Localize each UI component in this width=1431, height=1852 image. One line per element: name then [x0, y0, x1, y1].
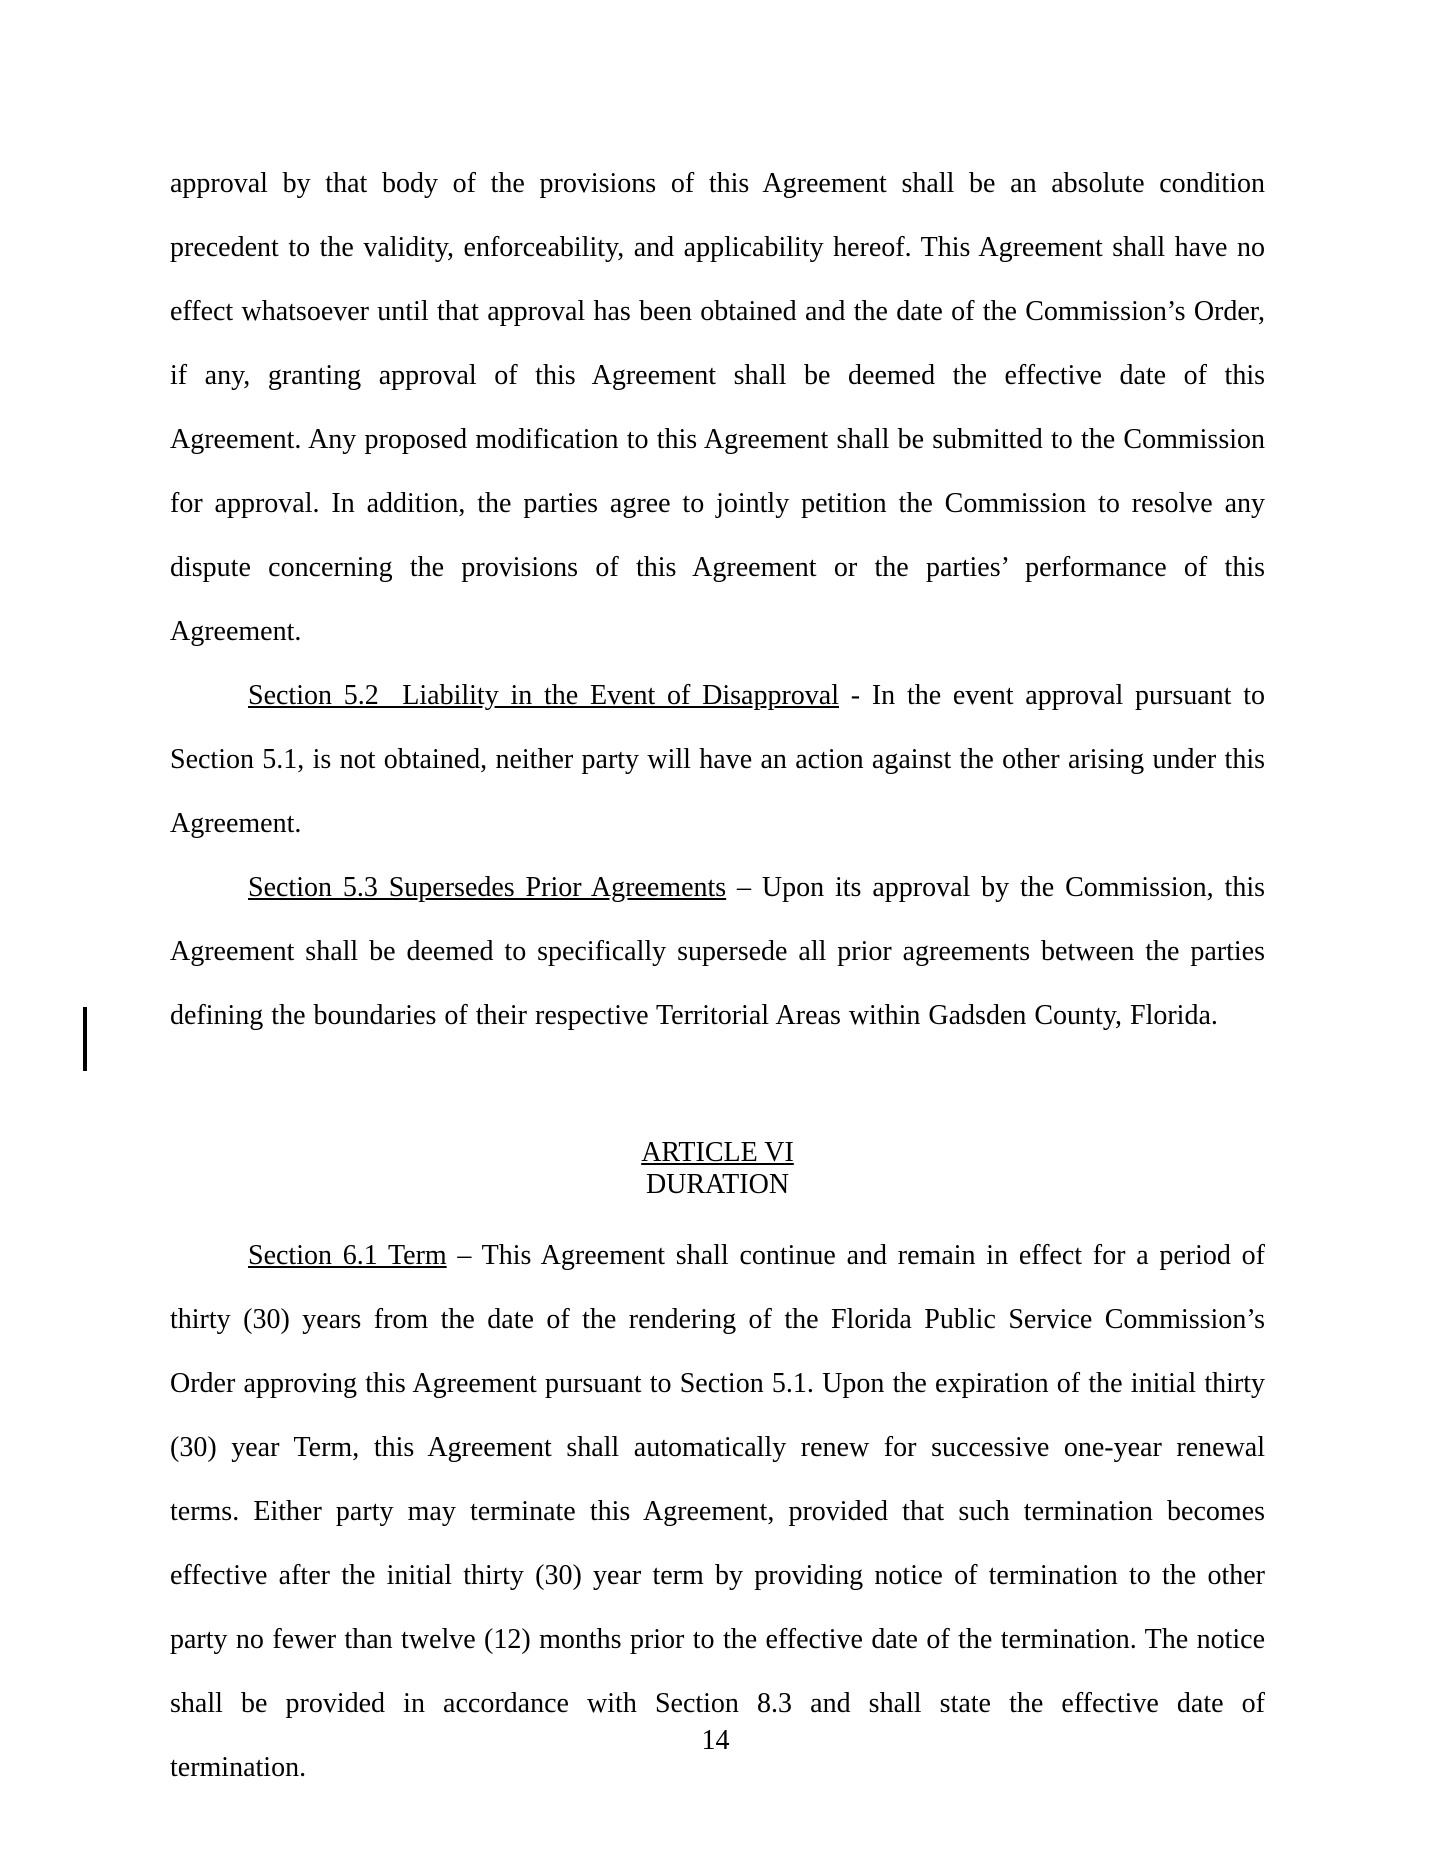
- section-5-2-body: - In the event approval pursuant to Section 5.1, is not obtained, neither party will have an action against the other arising under this Agreement.: [170, 680, 1266, 839]
- article-vi-subtitle: DURATION: [645, 1169, 790, 1200]
- article-vi-title-text: ARTICLE VI: [641, 1137, 794, 1168]
- paragraph-section-5-2: [170, 664, 1265, 856]
- page-body-text: [170, 152, 1265, 1800]
- paragraph-section-5-3: [170, 856, 1265, 1048]
- article-vi-title: [170, 1137, 1265, 1169]
- section-6-1-body: – This Agreement shall continue and remain in effect for a period of thirty (30) years from the date of the rendering of the Florida Public Service Commission’s Order approving this Agreement pursuant to Section 5.1. Upon the expiration of the initial thirty (30) year Term, this Agreement shall automatically renew for successive one-year renewal terms. Either party may terminate this Agreement, provided that such termination becomes effective after the initial thirty (30) year term by providing notice of termination to the other party no fewer than twelve (12) months prior to the effective date of the termination. The notice shall be provided in accordance with Section 8.3 and shall state the effective date of termination.: [170, 1240, 1265, 1783]
- section-5-3-body: – Upon its approval by the Commission, this Agreement shall be deemed to specifically supersede all prior agreements between the parties defining the boundaries of their respective Territorial Areas within Gadsden County, Florida.: [170, 872, 1265, 1031]
- paragraph-section-6-1: [170, 1224, 1265, 1800]
- section-5-2-heading: Section 5.2 Liability in the Event of Disapproval: [248, 680, 839, 711]
- section-5-3-heading: Section 5.3 Supersedes Prior Agreements: [248, 872, 727, 903]
- paragraph-text: approval by that body of the provisions of this Agreement shall be an absolute condition precedent to the validity, enforceability, and applicability hereof. This Agreement shall have no effect whatsoever until that approval has been obtained and the date of the Commission’s Order, if any, granting approval of this Agreement shall be deemed the effective date of this Agreement. Any proposed modification to this Agreement shall be submitted to the Commission for approval. In addition, the parties agree to jointly petition the Commission to resolve any dispute concerning the provisions of this Agreement or the parties’ performance of this Agreement.: [170, 168, 1265, 647]
- section-6-1-heading: Section 6.1 Term: [248, 1240, 447, 1271]
- page-number: 14: [701, 1725, 730, 1756]
- margin-revision-bar: [83, 1007, 87, 1071]
- paragraph-section-5-1-continuation: [170, 152, 1265, 664]
